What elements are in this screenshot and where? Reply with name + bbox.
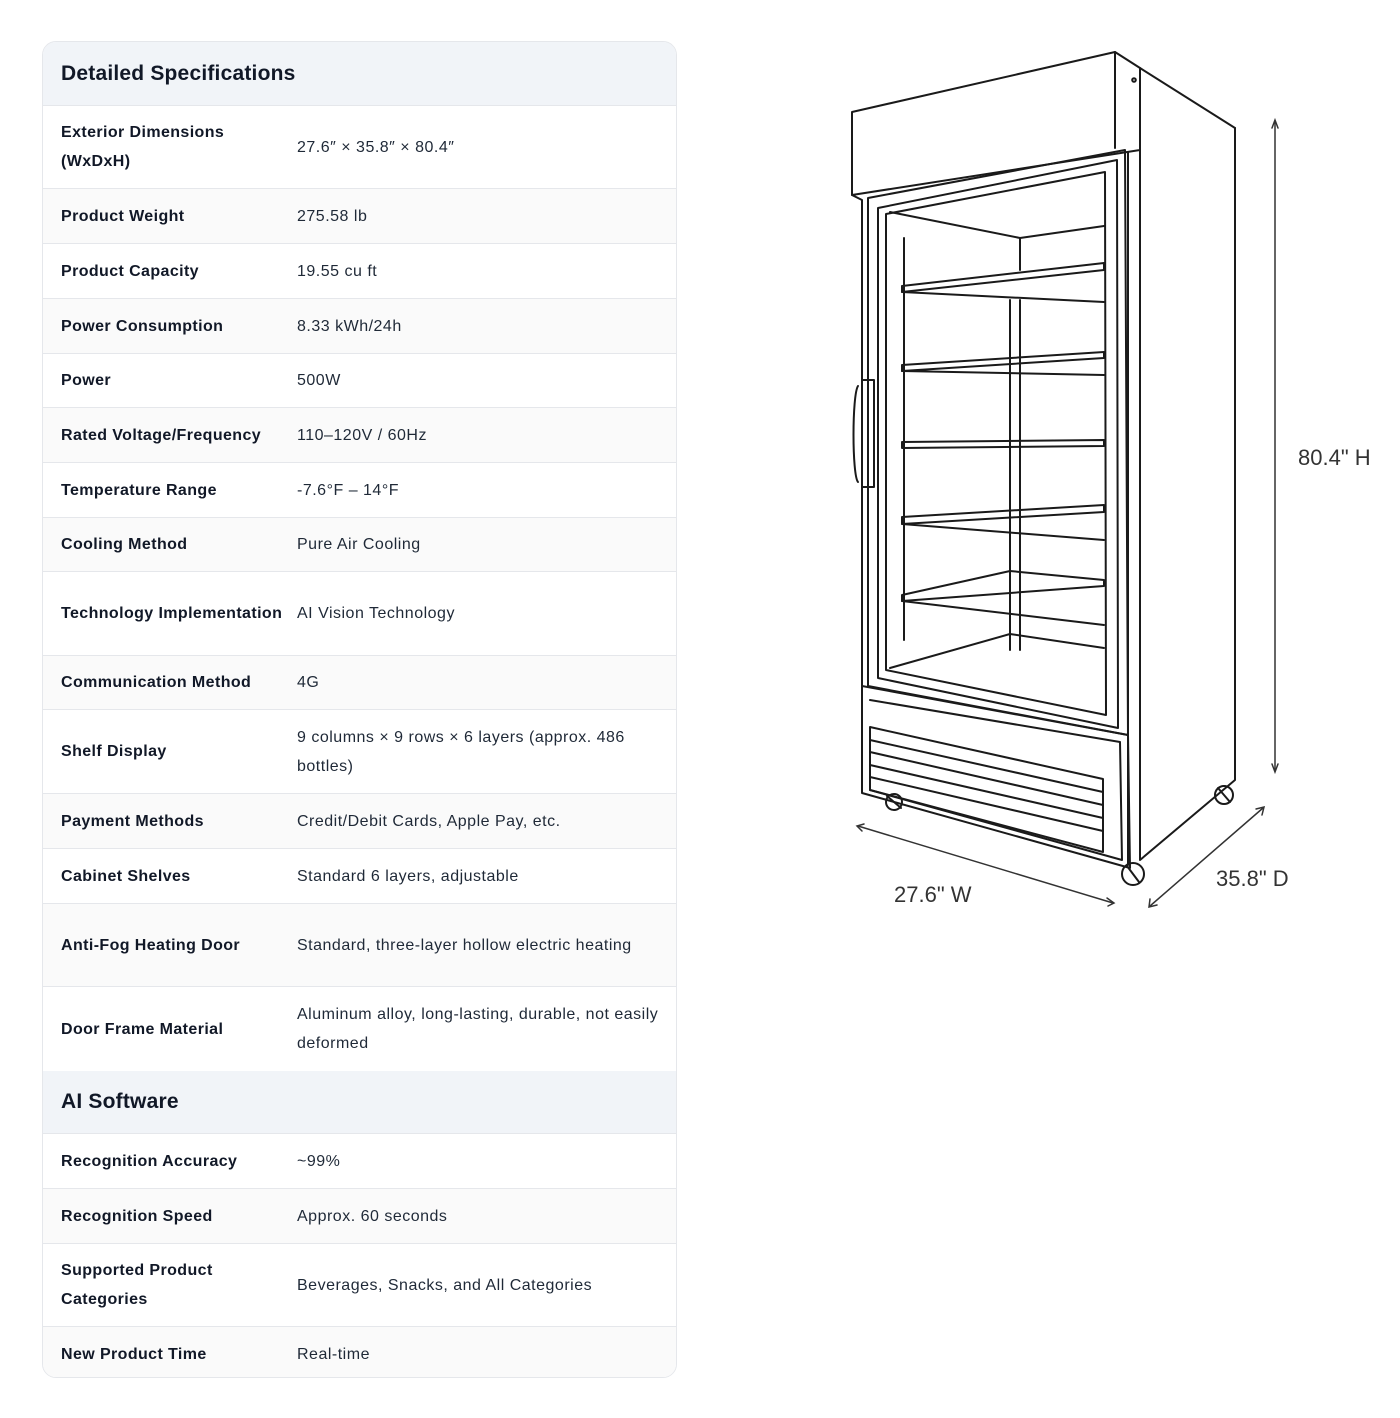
spec-label: Temperature Range: [61, 481, 217, 499]
spec-row-rated-voltage: [43, 408, 676, 463]
section-header-detailed-specifications: [43, 42, 676, 106]
spec-label: Payment Methods: [61, 812, 204, 830]
spec-label: Door Frame Material: [61, 1020, 224, 1038]
spec-label: Cooling Method: [61, 536, 188, 553]
spec-value: 27.6″ × 35.8″ × 80.4″: [297, 138, 455, 156]
spec-label: Anti-Fog Heating Door: [61, 936, 241, 954]
spec-value: 8.33 kWh/24h: [297, 317, 402, 335]
spec-value: Approx. 60 seconds: [297, 1207, 448, 1225]
spec-row-anti-fog-heating-door: [43, 904, 676, 987]
spec-row-recognition-accuracy: [43, 1134, 676, 1189]
height-dimension-label: 80.4" H: [1298, 445, 1371, 470]
spec-row-shelf-display: [43, 710, 676, 794]
spec-row-cooling-method: [43, 518, 676, 572]
spec-label: Technology Implementation: [61, 605, 283, 622]
spec-value: 110–120V / 60Hz: [297, 426, 427, 444]
section-title: AI Software: [61, 1090, 179, 1113]
spec-label: Shelf Display: [61, 743, 167, 760]
spec-value: Beverages, Snacks, and All Categories: [297, 1276, 593, 1294]
spec-value: Standard, three-layer hollow electric heating: [297, 936, 632, 954]
spec-value: 9 columns × 9 rows × 6 layers (approx. 486 bottles): [297, 728, 625, 775]
spec-row-new-product-time: [43, 1327, 676, 1378]
section-title: Detailed Specifications: [61, 61, 296, 85]
spec-value: Standard 6 layers, adjustable: [297, 867, 519, 885]
spec-value: Credit/Debit Cards, Apple Pay, etc.: [297, 812, 561, 830]
spec-value: Real-time: [297, 1345, 370, 1363]
spec-row-communication-method: [43, 656, 676, 710]
spec-value: AI Vision Technology: [297, 605, 455, 622]
spec-row-door-frame-material: [43, 987, 676, 1071]
spec-value: 19.55 cu ft: [297, 262, 378, 280]
spec-row-payment-methods: [43, 794, 676, 849]
spec-value: -7.6°F – 14°F: [297, 481, 399, 499]
spec-row-power: [43, 354, 676, 408]
spec-label: Communication Method: [61, 674, 252, 691]
spec-value: ~99%: [297, 1152, 341, 1170]
spec-row-recognition-speed: [43, 1189, 676, 1244]
spec-value: Aluminum alloy, long-lasting, durable, not easily deformed: [297, 1006, 659, 1052]
spec-label: Power: [61, 372, 112, 389]
spec-row-technology-implementation: [43, 572, 676, 656]
refrigerator-illustration: [700, 0, 1400, 960]
spec-row-product-weight: [43, 189, 676, 244]
spec-label: New Product Time: [61, 1345, 207, 1363]
spec-row-supported-product-categories: [43, 1244, 676, 1327]
spec-row-exterior-dimensions: [43, 106, 676, 189]
spec-label: Product Weight: [61, 207, 185, 225]
spec-label: Cabinet Shelves: [61, 867, 191, 885]
spec-label: Recognition Accuracy: [61, 1152, 238, 1170]
spec-label: Exterior Dimensions (WxDxH): [61, 124, 225, 170]
width-dimension-label: 27.6" W: [894, 882, 972, 907]
spec-value: 500W: [297, 372, 341, 389]
section-header-ai-software: [43, 1071, 676, 1134]
spec-label: Rated Voltage/Frequency: [61, 426, 262, 444]
spec-value: Pure Air Cooling: [297, 536, 421, 553]
specifications-table: [42, 41, 677, 1378]
spec-row-cabinet-shelves: [43, 849, 676, 904]
depth-dimension-label: 35.8" D: [1216, 866, 1289, 891]
spec-label: Supported Product Categories: [61, 1262, 213, 1308]
spec-label: Product Capacity: [61, 262, 199, 280]
spec-label: Recognition Speed: [61, 1207, 213, 1225]
refrigerator-dimension-diagram: [700, 0, 1400, 960]
spec-label: Power Consumption: [61, 317, 224, 335]
spec-value: 4G: [297, 674, 320, 691]
spec-row-temperature-range: [43, 463, 676, 518]
spec-row-power-consumption: [43, 299, 676, 354]
spec-row-product-capacity: [43, 244, 676, 299]
spec-value: 275.58 lb: [297, 207, 368, 225]
